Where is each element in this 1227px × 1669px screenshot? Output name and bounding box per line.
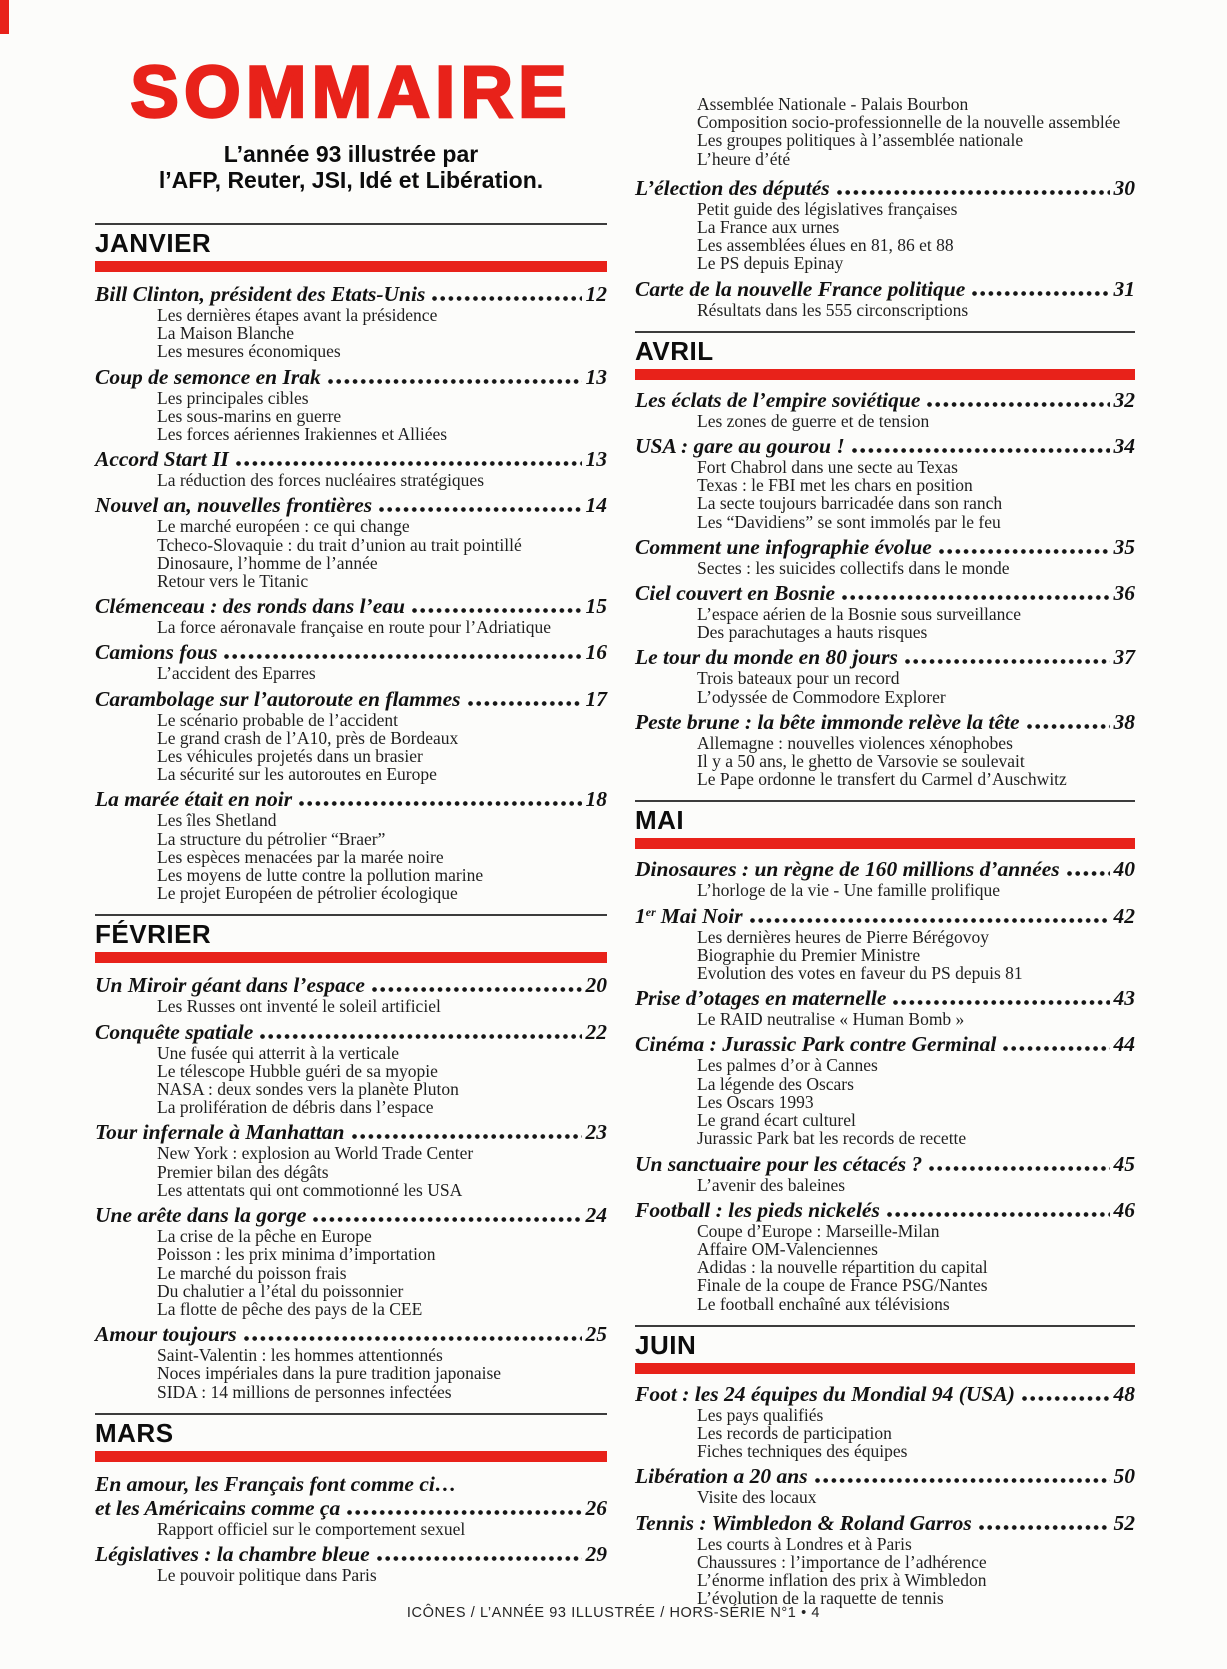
toc-sub-item: Visite des locaux [697, 1487, 817, 1508]
toc-sub-item: L’heure d’été [697, 148, 791, 169]
divider-line [95, 1413, 607, 1415]
toc-sub-item: Les forces aériennes Irakiennes et Alliées [157, 424, 448, 445]
toc-sub-item: Evolution des votes en faveur du PS depuis 81 [697, 963, 1023, 984]
toc-page-number: 45 [1113, 1151, 1135, 1176]
section-entries-juin [635, 1382, 1135, 1608]
toc-sub-item: Le Pape ordonne le transfert du Carmel d’Auschwitz [697, 769, 1067, 790]
toc-entry [95, 1203, 607, 1318]
toc-entry-title: Peste brune : la bête immonde relève la tête [635, 709, 1020, 734]
toc-sub-item: Le marché du poisson frais [157, 1262, 347, 1283]
toc-sub-item: Les palmes d’or à Cannes [697, 1055, 878, 1076]
toc-sub-item: La Maison Blanche [157, 323, 295, 344]
divider-line [635, 1325, 1135, 1327]
subtitle-line-1: L’année 93 illustrée par [223, 141, 479, 167]
toc-page-number: 24 [585, 1203, 607, 1228]
toc-sub-item: L’odyssée de Commodore Explorer [697, 686, 946, 707]
toc-sub-item: Les records de participation [697, 1422, 892, 1443]
toc-sub-item: L’accident des Eparres [157, 663, 316, 684]
toc-sub-item: Petit guide des législatives françaises [697, 198, 958, 219]
toc-entry [95, 1020, 607, 1117]
toc-sub-item: NASA : deux sondes vers la planète Pluton [157, 1079, 459, 1100]
leader-dots [905, 659, 1110, 665]
toc-sub-item: Le pouvoir politique dans Paris [157, 1564, 377, 1585]
toc-sub-item: Biographie du Premier Ministre [697, 944, 921, 965]
toc-entry [635, 388, 1135, 430]
toc-page-number: 18 [585, 787, 607, 812]
toc-sub-item: Sectes : les suicides collectifs dans le monde [697, 557, 1010, 578]
section-title: MARS [95, 1417, 174, 1448]
toc-entry-title: Prise d’otages en maternelle [635, 986, 887, 1011]
toc-entry-title: Dinosaures : un règne de 160 millions d’années [635, 857, 1060, 882]
toc-sub-item: Les assemblées élues en 81, 86 et 88 [697, 235, 954, 256]
toc-sub-item: La crise de la pêche en Europe [157, 1226, 372, 1247]
toc-sub-item: Les courts à Londres et à Paris [697, 1533, 912, 1554]
section-title: MAI [635, 805, 685, 836]
red-underline-bar [635, 838, 1135, 849]
leader-dots [887, 1212, 1110, 1218]
toc-sub-item: Les “Davidiens” se sont immolés par le feu [697, 511, 1001, 532]
toc-page-number: 31 [1113, 276, 1135, 301]
toc-page-number: 15 [585, 594, 607, 619]
leader-dots [224, 654, 581, 660]
red-underline-bar [635, 1363, 1135, 1374]
toc-sub-item: Les dernières heures de Pierre Bérégovoy [697, 926, 990, 947]
toc-entry-title: Amour toujours [95, 1322, 237, 1347]
page-title: SOMMAIRE [130, 52, 572, 133]
toc-entry-title: Carambolage sur l’autoroute en flammes [95, 686, 461, 711]
toc-entry-title: Tour infernale à Manhattan [95, 1120, 345, 1145]
toc-entry [95, 493, 607, 590]
section-header-juin [635, 1325, 1135, 1374]
leader-dots [352, 1134, 582, 1140]
toc-sub-item: Les groupes politiques à l’assemblée nationale [697, 130, 1024, 151]
toc-entry-title: Conquête spatiale [95, 1019, 254, 1044]
corner-red-mark [0, 0, 9, 34]
toc-entry-title: Foot : les 24 équipes du Mondial 94 (USA) [635, 1381, 1015, 1406]
leader-dots [815, 1478, 1110, 1484]
toc-page-number: 36 [1113, 581, 1135, 606]
toc-sub-item: Noces impériales dans la pure tradition japonaise [157, 1363, 502, 1384]
toc-page-number: 37 [1113, 645, 1135, 670]
subtitle-line-2: l’AFP, Reuter, JSI, Idé et Libération. [158, 167, 544, 193]
toc-sub-item: Dinosaure, l’homme de l’année [157, 552, 378, 573]
section-title: JUIN [635, 1329, 697, 1360]
toc-entry-title: Le tour du monde en 80 jours [635, 645, 898, 670]
toc-entry-title: Accord Start II [95, 447, 229, 472]
toc-entry [635, 645, 1135, 705]
toc-sub-item: Les mesures économiques [157, 341, 341, 362]
toc-entry-title: Une arête dans la gorge [95, 1203, 307, 1228]
section-header-mai [635, 800, 1135, 849]
toc-sub-item: Le football enchaîné aux télévisions [697, 1293, 950, 1314]
leader-dots [328, 379, 582, 385]
toc-sub-item: Les attentats qui ont commotionné les USA [157, 1179, 463, 1200]
toc-page-number: 48 [1113, 1381, 1135, 1406]
toc-entry-title: Nouvel an, nouvelles frontières [95, 493, 373, 518]
toc-sub-item: Des parachutages a hauts risques [697, 622, 928, 643]
toc-sub-item: Résultats dans les 555 circonscriptions [697, 299, 969, 320]
toc-sub-item: Fiches techniques des équipes [697, 1441, 908, 1462]
toc-page-number: 13 [585, 447, 607, 472]
toc-page-number: 30 [1113, 175, 1135, 200]
leader-dots [927, 402, 1109, 408]
toc-sub-item: La flotte de pêche des pays de la CEE [157, 1298, 423, 1319]
toc-sub-item: Le RAID neutralise « Human Bomb » [697, 1009, 965, 1030]
toc-entry [635, 904, 1135, 983]
toc-entry [635, 857, 1135, 899]
toc-entry-title: Législatives : la chambre bleue [95, 1541, 370, 1566]
leader-dots [347, 1510, 581, 1516]
leader-dots [842, 595, 1109, 601]
toc-entry [635, 1511, 1135, 1608]
right-column [635, 0, 1135, 1611]
toc-entry-title: 1er Mai Noir [635, 903, 743, 928]
toc-sub-item: Les Oscars 1993 [697, 1091, 814, 1112]
leader-dots [377, 1556, 582, 1562]
red-underline-bar [95, 952, 607, 963]
toc-sub-item: Les îles Shetland [157, 810, 277, 831]
toc-page-number: 32 [1113, 387, 1135, 412]
toc-page-number: 12 [585, 282, 607, 306]
toc-page-number: 23 [585, 1120, 607, 1145]
toc-entry-title: Comment une infographie évolue [635, 534, 932, 559]
toc-page-number: 17 [585, 686, 607, 711]
toc-entry [95, 787, 607, 902]
toc-entry-title: Bill Clinton, président des Etats-Unis [95, 282, 426, 306]
toc-sub-item: Les moyens de lutte contre la pollution marine [157, 865, 484, 886]
divider-line [95, 914, 607, 916]
toc-entry-title-line2: et les Américains comme ça [95, 1495, 341, 1520]
toc-entry [95, 594, 607, 636]
toc-entry-title: Les éclats de l’empire soviétique [635, 387, 921, 412]
toc-page-number: 40 [1113, 857, 1135, 882]
leader-dots [1022, 1396, 1110, 1402]
red-underline-bar [95, 261, 607, 272]
toc-sub-item: Les sous-marins en guerre [157, 405, 342, 426]
toc-entry-title: Carte de la nouvelle France politique [635, 276, 966, 301]
toc-entry [95, 365, 607, 444]
leader-dots [1067, 871, 1110, 877]
toc-sub-item: Affaire OM-Valenciennes [697, 1238, 878, 1259]
toc-entry [635, 1382, 1135, 1461]
toc-sub-item: La France aux urnes [697, 217, 840, 238]
toc-sub-item: Le PS depuis Epinay [697, 253, 844, 274]
toc-entry [635, 581, 1135, 641]
leader-dots [299, 801, 581, 807]
leader-dots [837, 190, 1110, 196]
leader-dots [236, 461, 582, 467]
toc-sub-item: Les pays qualifiés [697, 1404, 824, 1425]
toc-sub-item: La sécurité sur les autoroutes en Europe [157, 764, 437, 785]
leader-dots [468, 701, 582, 707]
toc-entry [635, 986, 1135, 1028]
toc-page-number: 16 [585, 640, 607, 665]
toc-page-number: 46 [1113, 1197, 1135, 1222]
toc-sub-item: Le projet Européen de pétrolier écologique [157, 883, 458, 904]
divider-line [635, 331, 1135, 333]
toc-entry-title-line1: En amour, les Français font comme ci… [95, 1471, 457, 1496]
toc-sub-item: Le télescope Hubble guéri de sa myopie [157, 1060, 438, 1081]
leader-dots [750, 918, 1110, 924]
leader-dots [893, 1000, 1109, 1006]
leader-dots [979, 1525, 1110, 1531]
toc-page-number: 20 [585, 973, 607, 998]
red-underline-bar [95, 1451, 607, 1462]
toc-page-number: 38 [1113, 709, 1135, 734]
toc-sub-item: Texas : le FBI met les chars en position [697, 475, 973, 496]
divider-line [95, 223, 607, 225]
toc-entry [635, 1152, 1135, 1194]
toc-sub-item: Trois bateaux pour un record [697, 668, 900, 689]
toc-sub-item: La légende des Oscars [697, 1073, 854, 1094]
toc-entry [95, 640, 607, 682]
toc-sub-item: L’espace aérien de la Bosnie sous surveillance [697, 604, 1021, 625]
toc-sub-item: Adidas : la nouvelle répartition du capital [697, 1257, 988, 1278]
divider-line [635, 800, 1135, 802]
toc-entry [635, 1198, 1135, 1313]
section-entries-mai [635, 857, 1135, 1312]
toc-page-number: 43 [1113, 986, 1135, 1011]
toc-sub-item: Le scénario probable de l’accident [157, 709, 398, 730]
section-header-janvier [95, 223, 607, 272]
toc-entry-title: Ciel couvert en Bosnie [635, 581, 836, 606]
toc-sub-item: Poisson : les prix minima d’importation [157, 1244, 436, 1265]
leader-dots [939, 549, 1110, 555]
section-entries-avril [635, 388, 1135, 789]
superscript-er: er [645, 904, 656, 919]
leader-dots [432, 296, 581, 302]
toc-page-number: 52 [1113, 1510, 1135, 1535]
leader-dots [1027, 724, 1110, 730]
toc-sub-item: La force aéronavale française en route pour l’Adriatique [157, 617, 552, 638]
toc-entry-title: USA : gare au gourou ! [635, 434, 845, 459]
toc-entry [635, 434, 1135, 531]
toc-sub-item: Les dernières étapes avant la présidence [157, 305, 438, 325]
toc-entry-title: Cinéma : Jurassic Park contre Germinal [635, 1032, 997, 1057]
toc-page-number: 34 [1113, 434, 1135, 459]
toc-sub-item: New York : explosion au World Trade Center [157, 1143, 474, 1164]
section-title: AVRIL [635, 335, 714, 366]
toc-sub-item: Chaussures : l’importance de l’adhérence [697, 1551, 987, 1572]
toc-entry [95, 1120, 607, 1199]
toc-sub-item: Les Russes ont inventé le soleil artificiel [157, 996, 441, 1017]
toc-sub-item: Rapport officiel sur le comportement sexuel [157, 1518, 466, 1539]
toc-entry-title: Coup de semonce en Irak [95, 364, 321, 389]
toc-entry-title: Football : les pieds nickelés [635, 1197, 880, 1222]
toc-sub-item: Une fusée qui atterrit à la verticale [157, 1042, 399, 1063]
toc-page-number: 22 [585, 1019, 607, 1044]
section-header-fevrier [95, 914, 607, 963]
leader-dots [372, 987, 582, 993]
toc-page-number: 25 [585, 1322, 607, 1347]
leader-dots [412, 608, 582, 614]
toc-sub-item: Finale de la coupe de France PSG/Nantes [697, 1275, 988, 1296]
toc-entry [635, 1032, 1135, 1147]
leader-dots [1003, 1046, 1109, 1052]
toc-page-number: 26 [585, 1495, 607, 1520]
toc-page-number: 44 [1113, 1032, 1135, 1057]
toc-entry [95, 973, 607, 1015]
left-column [95, 0, 607, 1611]
toc-entry [95, 1322, 607, 1401]
toc-sub-item: Du chalutier a l’étal du poissonnier [157, 1280, 404, 1301]
toc-entry [95, 282, 607, 361]
toc-sub-item: L’horloge de la vie - Une famille prolifique [697, 880, 1001, 901]
toc-page-number: 35 [1113, 534, 1135, 559]
toc-entry-title: L’élection des députés [635, 175, 830, 200]
toc-entry-title: Un Miroir géant dans l’espace [95, 973, 365, 998]
toc-sub-item: La secte toujours barricadée dans son ranch [697, 493, 1003, 514]
toc-entry [635, 710, 1135, 789]
toc-sub-item: Allemagne : nouvelles violences xénophobes [697, 732, 1013, 753]
section-entries-fevrier [95, 973, 607, 1400]
leader-dots [260, 1034, 581, 1040]
toc-page-number: 13 [585, 364, 607, 389]
leader-dots [929, 1166, 1109, 1172]
toc-sub-item: Il y a 50 ans, le ghetto de Varsovie se soulevait [697, 751, 1025, 772]
toc-sub-item: Coupe d’Europe : Marseille-Milan [697, 1220, 940, 1241]
red-underline-bar [635, 369, 1135, 380]
toc-entry-title: Clémenceau : des ronds dans l’eau [95, 594, 405, 619]
leader-dots [313, 1217, 581, 1223]
toc-entry [635, 176, 1135, 273]
toc-entry [95, 1472, 607, 1538]
toc-page-number: 29 [585, 1541, 607, 1566]
toc-sub-item: La structure du pétrolier “Braer” [157, 828, 386, 849]
toc-entry-title: Un sanctuaire pour les cétacés ? [635, 1151, 923, 1176]
toc-entry-title: Camions fous [95, 640, 218, 665]
leader-dots [852, 448, 1110, 454]
leader-dots [972, 291, 1109, 297]
section-entries-mars-continued [635, 176, 1135, 319]
toc-entry [635, 535, 1135, 577]
toc-sub-item: La réduction des forces nucléaires stratégiques [157, 470, 485, 491]
toc-sub-item: La prolifération de débris dans l’espace [157, 1097, 434, 1118]
section-header-avril [635, 331, 1135, 380]
section-header-mars [95, 1413, 607, 1462]
toc-entry [95, 447, 607, 489]
toc-sub-item: Composition socio-professionnelle de la nouvelle assemblée [697, 112, 1121, 133]
leader-dots [244, 1336, 582, 1342]
toc-sub-item: Assemblée Nationale - Palais Bourbon [697, 94, 969, 114]
toc-sub-item: L’évolution de la raquette de tennis [697, 1588, 944, 1609]
masthead [95, 52, 607, 193]
section-entries-janvier [95, 282, 607, 902]
page-footer: ICÔNES / L’ANNÉE 93 ILLUSTRÉE / HORS-SÉRIE N°1 • 4 [406, 1605, 821, 1621]
toc-entry [635, 277, 1135, 319]
toc-sub-item: Les principales cibles [157, 387, 309, 408]
toc-sub-item: Le grand crash de l’A10, près de Bordeaux [157, 727, 459, 748]
toc-sub-item: Jurassic Park bat les records de recette [697, 1128, 967, 1149]
toc-sub-item: Tcheco-Slovaquie : du trait d’union au trait pointillé [157, 534, 522, 555]
toc-page-number: 50 [1113, 1464, 1135, 1489]
toc-sub-item: Les zones de guerre et de tension [697, 410, 930, 431]
toc-entry-title: Tennis : Wimbledon & Roland Garros [635, 1510, 972, 1535]
toc-sub-item: Retour vers le Titanic [157, 571, 309, 592]
section-entries-mars [95, 1472, 607, 1584]
toc-entry [95, 687, 607, 784]
toc-sub-item: Saint-Valentin : les hommes attentionnés [157, 1345, 443, 1366]
toc-entry [635, 1464, 1135, 1506]
toc-sub-item: L’avenir des baleines [697, 1174, 846, 1195]
toc-sub-item: L’énorme inflation des prix à Wimbledon [697, 1569, 987, 1590]
toc-sub-item: Le marché européen : ce qui change [157, 516, 410, 537]
toc-sub-item: SIDA : 14 millions de personnes infectées [157, 1381, 452, 1402]
toc-entry-title: Libération a 20 ans [635, 1464, 808, 1489]
subtitle [95, 141, 607, 193]
toc-sub-item: Fort Chabrol dans une secte au Texas [697, 457, 958, 478]
toc-sub-item: Premier bilan des dégâts [157, 1161, 329, 1182]
section-title: FÉVRIER [95, 919, 212, 950]
toc-entry-title: La marée était en noir [95, 787, 293, 812]
continued-sub-items [635, 95, 1135, 168]
toc-sub-item: Les véhicules projetés dans un brasier [157, 746, 423, 767]
toc-sub-item: Les espèces menacées par la marée noire [157, 846, 444, 867]
toc-page-number: 14 [585, 493, 607, 518]
section-title: JANVIER [95, 228, 212, 258]
toc-sub-item: Le grand écart culturel [697, 1110, 856, 1131]
toc-entry [95, 1542, 607, 1584]
leader-dots [379, 507, 581, 513]
toc-page-number: 42 [1113, 903, 1135, 928]
